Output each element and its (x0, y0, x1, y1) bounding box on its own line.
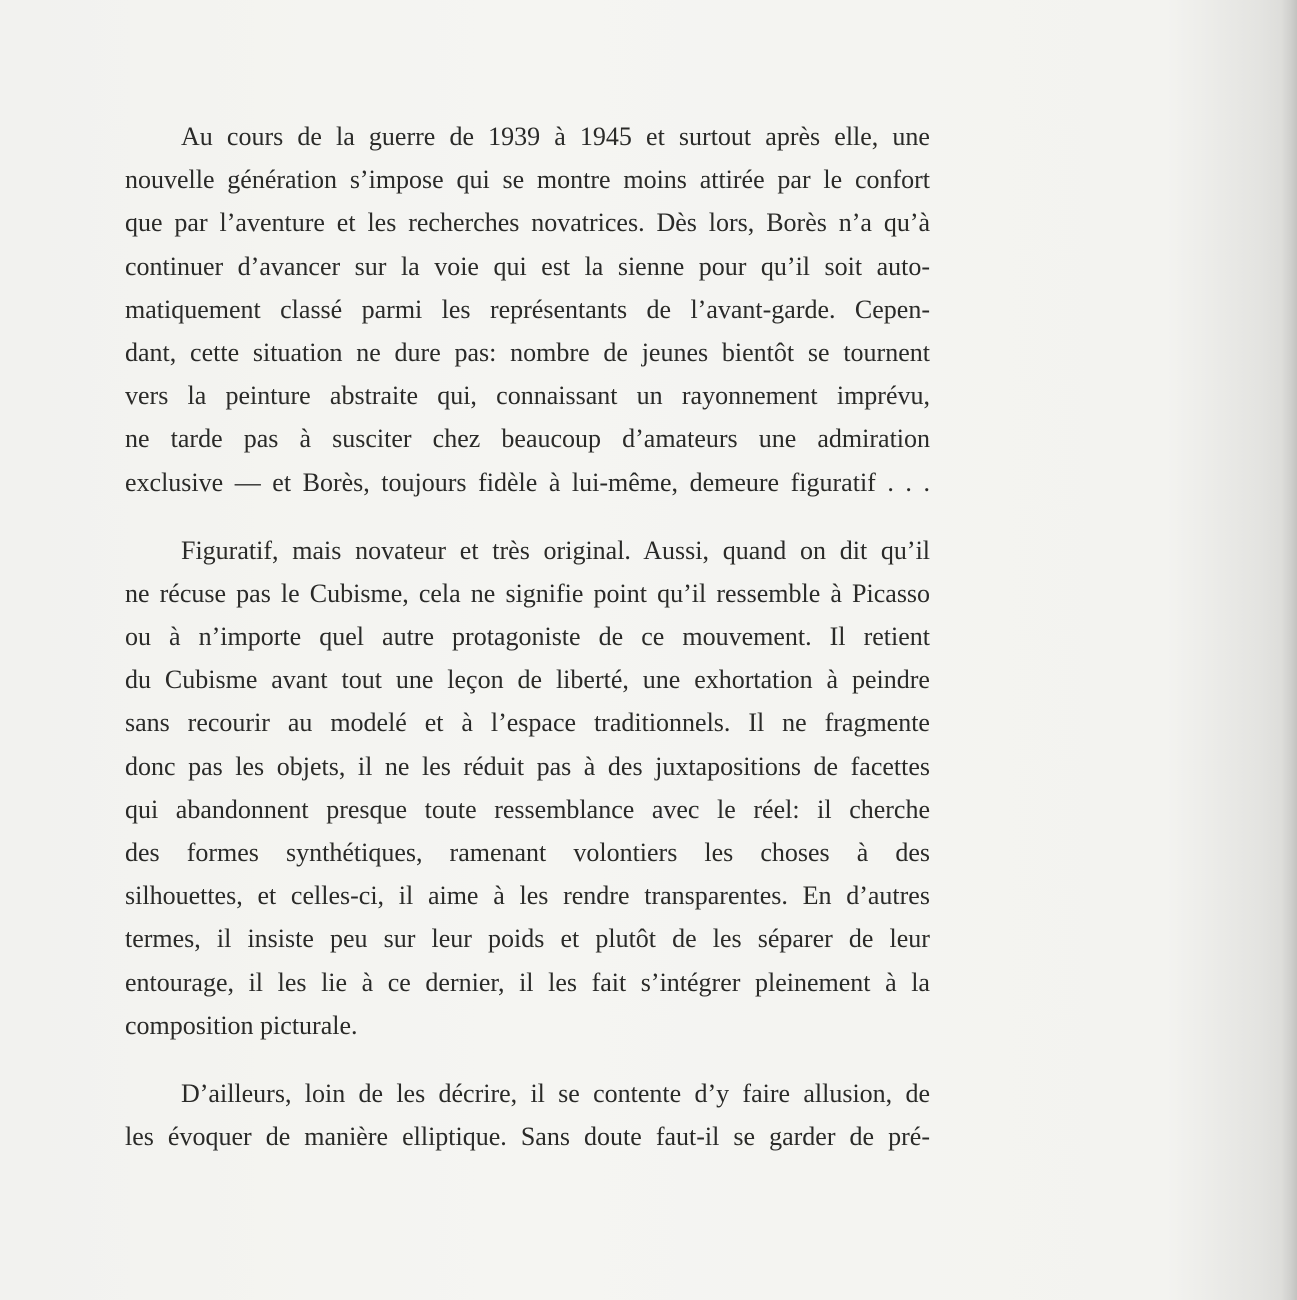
text-line: continuer d’avancer sur la voie qui est la sienne pour qu’il soit auto- (125, 251, 931, 281)
text-line: ne tarde pas à susciter chez beaucoup d’amateurs une admiration (125, 424, 931, 454)
text-line: donc pas les objets, il ne les réduit pas à des juxtapositions de facettes (125, 751, 931, 781)
text-line: les évoquer de manière elliptique. Sans doute faut-il se garder de pré- (125, 1122, 930, 1152)
text-line: sans recourir au modelé et à l’espace traditionnels. Il ne fragmente (125, 708, 930, 738)
text-line: silhouettes, et celles-ci, il aime à les rendre transparentes. En d’autres (125, 881, 930, 911)
text-line: dant, cette situation ne dure pas: nombre de jeunes bientôt se tournent (125, 337, 930, 367)
text-line: des formes synthétiques, ramenant volontiers les choses à des (125, 838, 931, 867)
paragraph-3 (125, 1072, 930, 1158)
text-line: vers la peinture abstraite qui, connaissant un rayonnement imprévu, (125, 381, 930, 411)
text-line: Figuratif, mais novateur et très original. Aussi, quand on dit qu’il (181, 535, 931, 565)
paragraph-2 (125, 529, 930, 1047)
text-line: termes, il insiste peu sur leur poids et plutôt de les séparer de leur (125, 924, 930, 954)
paragraph-1 (125, 115, 930, 504)
text-line: composition picturale. (125, 1010, 358, 1040)
text-line: matiquement classé parmi les représentants de l’avant-garde. Cepen- (125, 294, 931, 324)
text-line: que par l’aventure et les recherches novatrices. Dès lors, Borès n’a qu’à (125, 208, 931, 238)
text-line: D’ailleurs, loin de les décrire, il se contente d’y faire allusion, de (181, 1078, 931, 1108)
text-line: entourage, il les lie à ce dernier, il les fait s’intégrer pleinement à la (125, 967, 930, 997)
text-line: nouvelle génération s’impose qui se montre moins attirée par le confort (125, 165, 931, 195)
text-line: ou à n’importe quel autre protagoniste de ce mouvement. Il retient (125, 622, 930, 652)
text-line: qui abandonnent presque toute ressemblance avec le réel: il cherche (125, 794, 931, 824)
body-text (125, 115, 930, 1183)
page-edge-shadow (1281, 0, 1297, 1300)
text-line: ne récuse pas le Cubisme, cela ne signifie point qu’il ressemble à Picasso (125, 578, 931, 608)
text-line: du Cubisme avant tout une leçon de liberté, une exhortation à peindre (125, 665, 930, 695)
text-line: Au cours de la guerre de 1939 à 1945 et surtout après elle, une (181, 122, 930, 151)
text-line: exclusive — et Borès, toujours fidèle à lui-même, demeure figuratif . . . (125, 467, 930, 497)
